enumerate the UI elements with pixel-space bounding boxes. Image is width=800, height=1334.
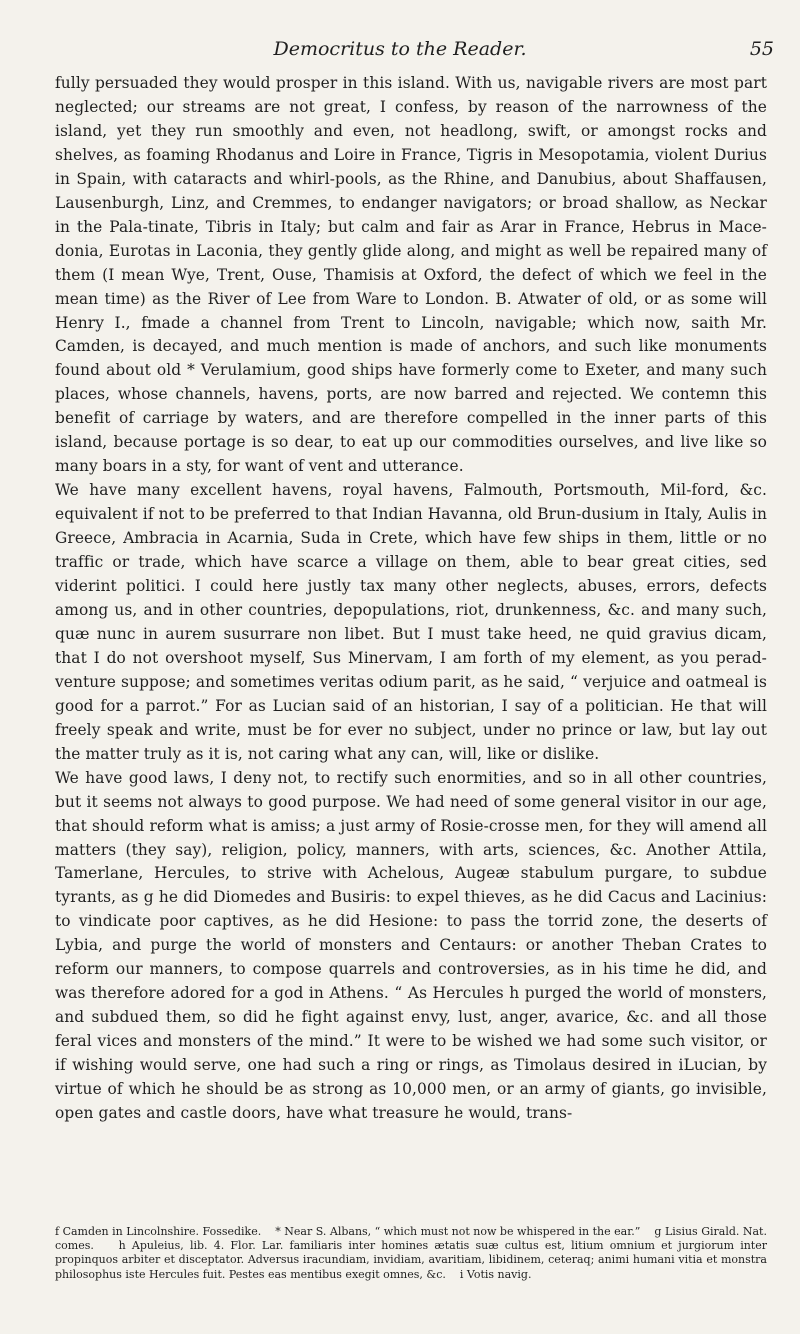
- footnote: h Apuleius, lib. 4. Flor. Lar. familiaris inter homines ætatis suæ cultus est, litium omnium et jurgiorum inter propinquos arbiter et disceptator. Adversus iracundiam, invidiam, avaritiam, libidinem, ceteraq; animi humani vitia et monstra philosophus iste Hercules fuit. Pestes eas mentibus exegit omnes, &c.: [55, 1239, 767, 1281]
- footnote: f Camden in Lincolnshire. Fossedike.: [55, 1225, 262, 1238]
- footnotes: [55, 1225, 767, 1282]
- page-number: 55: [749, 38, 774, 60]
- paragraph: fully persuaded they would prosper in this island. With us, navigable rivers are most part neglected; our streams are not great, I confess, by reason of the narrowness of the island, yet they run smoothly and even, not headlong, swift, or amongst rocks and shelves, as foaming Rhodanus and Loire in France, Tigris in Mesopotamia, violent Durius in Spain, with cataracts and whirl-pools, as the Rhine, and Danubius, about Shaffausen, Lausenburgh, Linz, and Cremmes, to endanger navigators; or broad shallow, as Neckar in the Pala-tinate, Tibris in Italy; but calm and fair as Arar in France, Hebrus in Mace-donia, Eurotas in Laconia, they gently glide along, and might as well be repaired many of them (I mean Wye, Trent, Ouse, Thamisis at Oxford, the defect of which we feel in the mean time) as the River of Lee from Ware to London. B. Atwater of old, or as some will Henry I., fmade a channel from Trent to Lincoln, navigable; which now, saith Mr. Camden, is decayed, and much mention is made of anchors, and such like monuments found about old * Verulamium, good ships have formerly come to Exeter, and many such places, whose channels, havens, ports, are now barred and rejected. We contemn this benefit of carriage by waters, and are therefore compelled in the inner parts of this island, because portage is so dear, to eat up our commodities ourselves, and live like so many boars in a sty, for want of vent and utterance.: [55, 74, 767, 476]
- footnote: i Votis navig.: [459, 1267, 532, 1281]
- page-header: [0, 38, 800, 68]
- paragraph: We have many excellent havens, royal havens, Falmouth, Portsmouth, Mil-ford, &c. equivalent if not to be preferred to that Indian Havanna, old Brun-dusium in Italy, Aulis in Greece, Ambracia in Acarnia, Suda in Crete, which have few ships in them, little or no traffic or trade, which have scarce a village on them, able to bear great cities, sed viderint politici. I could here justly tax many other neglects, abuses, errors, defects among us, and in other countries, depopulations, riot, drunkenness, &c. and many such, quæ nunc in aurem susurrare non libet. But I must take heed, ne quid gravius dicam, that I do not overshoot myself, Sus Minervam, I am forth of my element, as you perad-venture suppose; and sometimes veritas odium parit, as he said, “ verjuice and oatmeal is good for a parrot.” For as Lucian said of an historian, I say of a politician. He that will freely speak and write, must be for ever no subject, under no prince or law, but lay out the matter truly as it is, not caring what any can, will, like or dislike.: [55, 481, 767, 763]
- footnote: * Near S. Albans, “ which must not now be whispered in the ear.”: [275, 1225, 641, 1238]
- main-text: [55, 72, 767, 1126]
- paragraph: We have good laws, I deny not, to rectify such enormities, and so in all other countries, but it seems not always to good purpose. We had need of some general visitor in our age, that should reform what is amiss; a just army of Rosie-crosse men, for they will amend all matters (they say), religion, policy, manners, with arts, sciences, &c. Another Attila, Tamerlane, Hercules, to strive with Achelous, Augeæ stabulum purgare, to subdue tyrants, as g he did Diomedes and Busiris: to expel thieves, as he did Cacus and Lacinius: to vindicate poor captives, as he did Hesione: to pass the torrid zone, the deserts of Lybia, and purge the world of monsters and Centaurs: or another Theban Crates to reform our manners, to compose quarrels and controversies, as in his time he did, and was therefore adored for a god in Athens. “ As Hercules h purged the world of monsters, and subdued them, so did he fight against envy, lust, anger, avarice, &c. and all those feral vices and monsters of the mind.” It were to be wished we had some such visitor, or if wishing would serve, one had such a ring or rings, as Timolaus desired in iLucian, by virtue of which he should be as strong as 10,000 men, or an army of giants, go invisible, open gates and castle doors, have what treasure he would, trans-: [55, 768, 767, 1122]
- footnote: g Lisius Girald. Nat. comes.: [55, 1225, 767, 1253]
- running-title: Democritus to the Reader.: [273, 38, 527, 60]
